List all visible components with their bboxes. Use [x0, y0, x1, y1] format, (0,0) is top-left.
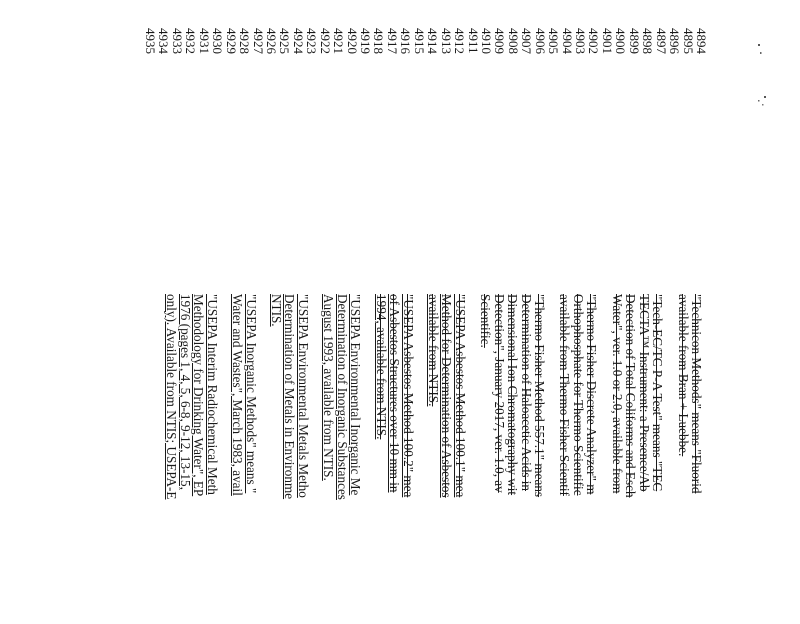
- text-line-content: "Thermo Fisher Discrete Analyzer" m: [584, 294, 600, 495]
- text-line-content: Determination of Inorganic Substances: [334, 294, 350, 500]
- paragraph-gap: [219, 294, 231, 624]
- text-line: [244, 294, 257, 624]
- definitions-text-block: [165, 294, 703, 624]
- text-line: [374, 294, 387, 624]
- definition-paragraph: [558, 294, 598, 624]
- line-number: 4935: [143, 28, 159, 54]
- line-number: 4912: [452, 28, 468, 54]
- text-line: [270, 294, 283, 624]
- line-number: 4911: [465, 28, 481, 54]
- line-number: 4907: [519, 28, 535, 54]
- text-line: [492, 294, 505, 624]
- line-number: 4928: [237, 28, 253, 54]
- paragraph-gap: [546, 294, 558, 624]
- text-line: [231, 294, 244, 624]
- text-line-content: August 1993, available from NTIS.: [321, 294, 337, 481]
- text-line-content: "USEPA Asbestos Method 100.2" mea: [400, 294, 416, 498]
- line-number: 4922: [317, 28, 333, 54]
- definition-paragraph: [165, 294, 219, 624]
- text-line-content: "USEPA Asbestos Method 100.1" mea: [452, 294, 468, 498]
- text-line-content: "Tech-EC/TC P-A Test" means "TEC: [650, 294, 666, 492]
- line-number: 4934: [156, 28, 172, 54]
- text-line: [558, 294, 571, 624]
- line-number: 4900: [613, 28, 629, 54]
- line-number: 4896: [667, 28, 683, 54]
- text-line: [322, 294, 335, 624]
- text-line: [427, 294, 440, 624]
- text-line: [283, 294, 296, 624]
- paragraph-gap: [664, 294, 676, 624]
- text-line: [690, 294, 703, 624]
- definition-paragraph: [676, 294, 703, 624]
- line-number: 4915: [411, 28, 427, 54]
- paragraph-gap: [362, 294, 374, 624]
- text-line: [453, 294, 466, 624]
- text-line: [440, 294, 453, 624]
- text-line-content: Water and Wastes", March 1983, avail: [230, 294, 246, 496]
- text-line-content: Orthophosphate for Thermo Scientific: [570, 294, 586, 496]
- paragraph-gap: [258, 294, 270, 624]
- line-number: 4895: [680, 28, 696, 54]
- text-line: [349, 294, 362, 624]
- line-number-column: [144, 28, 708, 88]
- text-line-content: Scientific.: [478, 294, 494, 348]
- text-line-content: Water", ver. 1.0 or 2.0, available from: [609, 294, 625, 494]
- line-number: 4918: [371, 28, 387, 54]
- line-number: 4924: [290, 28, 306, 54]
- line-number: 4908: [505, 28, 521, 54]
- line-number: 4933: [169, 28, 185, 54]
- paragraph-gap: [598, 294, 610, 624]
- paragraph-gap: [467, 294, 479, 624]
- line-number: 4894: [694, 28, 709, 54]
- line-number: 4899: [626, 28, 642, 54]
- line-number: 4925: [277, 28, 293, 54]
- text-line: [506, 294, 519, 624]
- definition-paragraph: [479, 294, 546, 624]
- text-line-content: Dimensional Ion Chromatography wit: [505, 294, 521, 496]
- text-line-content: available from Thermo Fisher Scientif: [557, 294, 573, 496]
- definition-paragraph: [610, 294, 664, 624]
- text-line: [637, 294, 650, 624]
- line-number: 4931: [196, 28, 212, 54]
- text-line-content: Determination of Metals in Environme: [282, 294, 298, 500]
- text-line-content: "Technicon Methods" means "Fluorid: [689, 294, 704, 494]
- line-number: 4913: [438, 28, 454, 54]
- definition-paragraph: [231, 294, 258, 624]
- text-line: [479, 294, 492, 624]
- text-line: [585, 294, 598, 624]
- paragraph-gap: [310, 294, 322, 624]
- line-number: 4923: [304, 28, 320, 54]
- definition-paragraph: [427, 294, 467, 624]
- text-line: [192, 294, 205, 624]
- line-number: 4927: [250, 28, 266, 54]
- text-line: [610, 294, 623, 624]
- text-line: [178, 294, 191, 624]
- line-number: 4903: [573, 28, 589, 54]
- line-number: 4905: [546, 28, 562, 54]
- line-number: 4906: [532, 28, 548, 54]
- text-line-content: Determination of Haloacetic Acids in: [518, 294, 534, 492]
- line-number: 4932: [183, 28, 199, 54]
- line-number: 4920: [344, 28, 360, 54]
- text-line-content: "USEPA Interim Radiochemical Meth: [204, 294, 220, 495]
- text-line-content: Method for Determination of Asbestos: [439, 294, 455, 498]
- text-line: [205, 294, 218, 624]
- text-line-content: "USEPA Environmental Inorganic Me: [348, 294, 364, 496]
- text-line: [624, 294, 637, 624]
- line-number: 4921: [331, 28, 347, 54]
- line-number: 4929: [223, 28, 239, 54]
- text-line-content: of Asbestos Structures over 10 mm in: [387, 294, 403, 493]
- line-number: 4926: [264, 28, 279, 54]
- text-line: [297, 294, 310, 624]
- line-number: 4897: [653, 28, 669, 54]
- line-number: 4904: [559, 28, 575, 54]
- text-line-content: "USEPA Environmental Metals Metho: [295, 294, 311, 498]
- text-line: [519, 294, 532, 624]
- line-number: 4909: [492, 28, 508, 54]
- line-number: 4898: [640, 28, 656, 54]
- line-number: 4930: [210, 28, 226, 54]
- line-number: 4919: [358, 28, 374, 54]
- line-number: 4914: [425, 28, 441, 54]
- text-line: [388, 294, 401, 624]
- text-line-content: Detection", January 2017, ver. 1.0, av: [491, 294, 507, 493]
- line-number: 4910: [479, 28, 494, 54]
- definition-paragraph: [322, 294, 362, 624]
- text-line: [533, 294, 546, 624]
- text-line-content: "Thermo Fisher Method 557.1" means: [532, 294, 548, 498]
- text-line-content: 1976 (pages 1, 4, 5, 6-8, 9-12, 13-15,: [177, 294, 193, 490]
- line-number: 4917: [384, 28, 400, 54]
- text-line-content: TECTA™ Instrument: a Presence/Ab: [636, 294, 652, 492]
- text-line-content: NTIS.: [269, 294, 285, 327]
- text-line-content: available from Bran + Luebbe.: [675, 294, 691, 457]
- line-number: 4902: [586, 28, 602, 54]
- text-line-content: 1994, available from NTIS.: [373, 294, 389, 440]
- text-line: [676, 294, 689, 624]
- text-line: [165, 294, 178, 624]
- text-line-content: "USEPA Inorganic Methods" means ": [243, 294, 259, 494]
- paragraph-gap: [415, 294, 427, 624]
- text-line: [572, 294, 585, 624]
- text-line-content: only). Available from NTIS; USEPA-E: [164, 294, 180, 500]
- text-line: [335, 294, 348, 624]
- text-line-content: available from NTIS.: [426, 294, 441, 407]
- text-line-content: Detection of Total Coliforms and Esch: [623, 294, 639, 498]
- definition-paragraph: [374, 294, 414, 624]
- line-number: 4916: [398, 28, 414, 54]
- definition-paragraph: [270, 294, 310, 624]
- text-line-content: Methodology for Drinking Water", EP: [191, 294, 207, 497]
- text-line: [651, 294, 664, 624]
- text-line: [401, 294, 414, 624]
- line-number: 4901: [599, 28, 615, 54]
